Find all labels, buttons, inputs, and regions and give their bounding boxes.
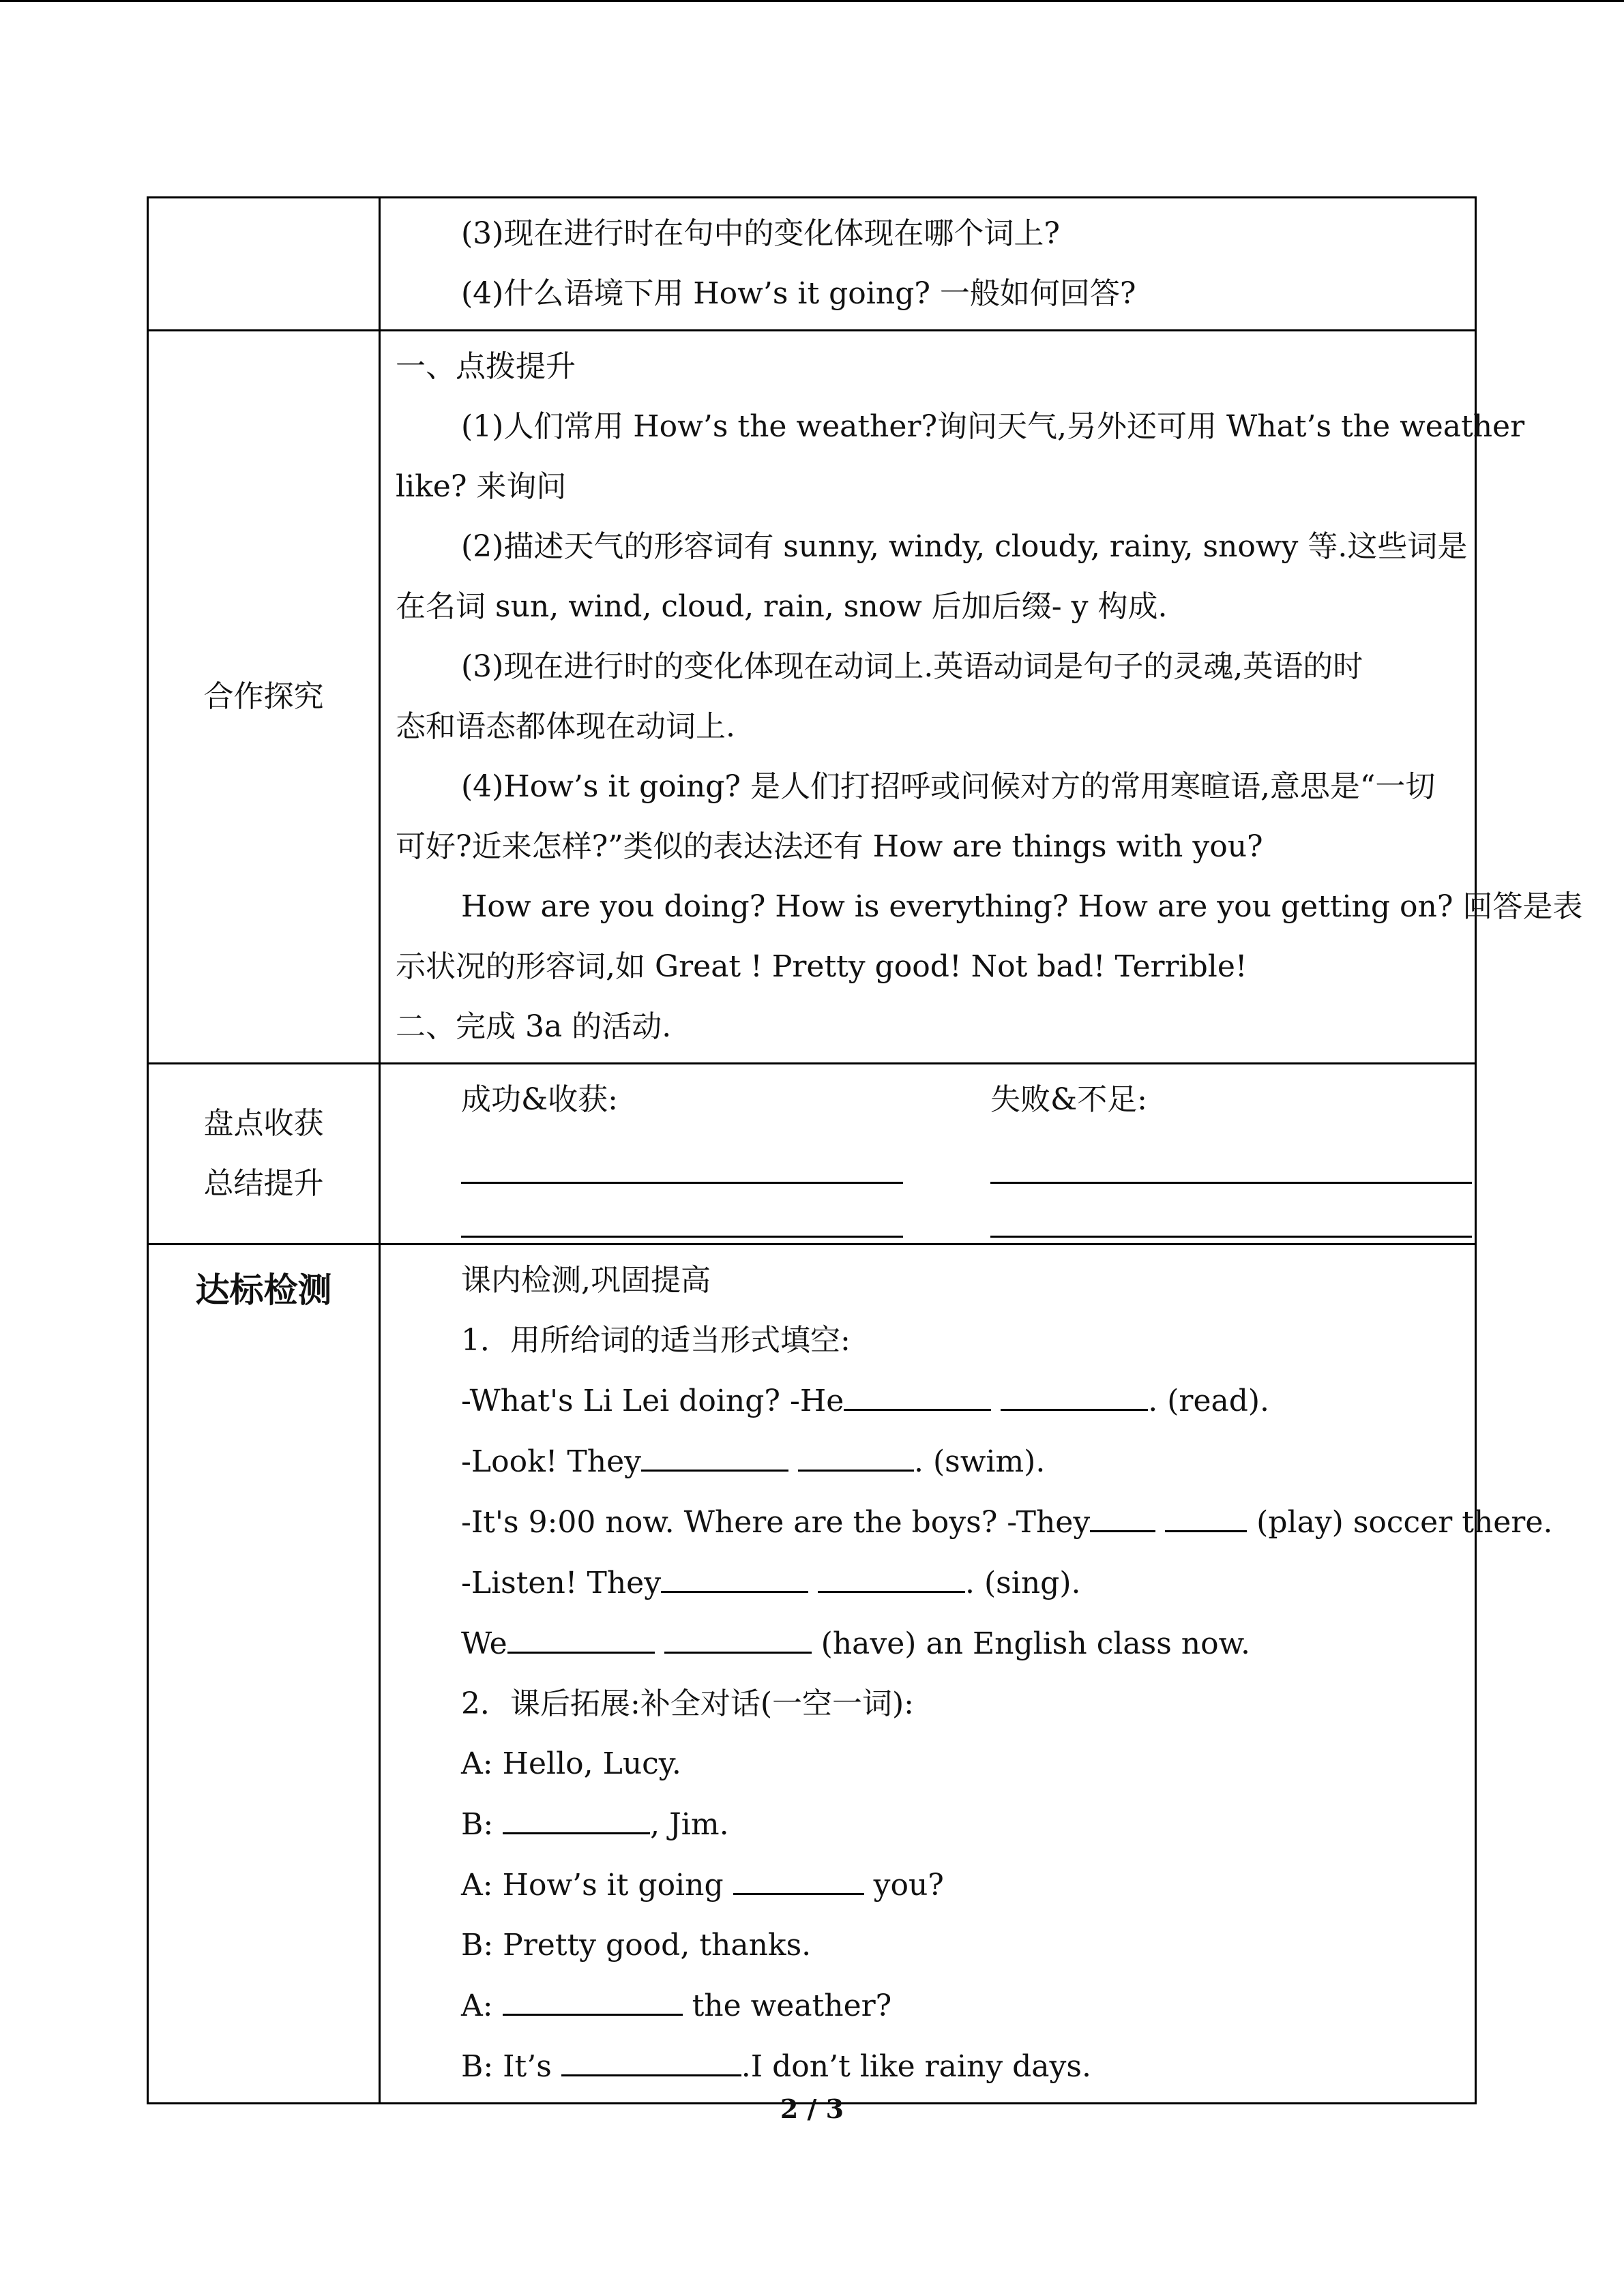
point-4-line-2: 可好?近来怎样?”类似的表达法还有 How are things with you? [396, 829, 1263, 864]
blank[interactable] [664, 1613, 812, 1654]
dialogue-text: A: How’s it going [461, 1868, 733, 1903]
dialogue-text: you? [863, 1868, 944, 1903]
dialogue-text: , Jim. [650, 1807, 729, 1842]
point-5-line-1: How are you doing? How is everything? How are you getting on? 回答是表 [461, 889, 1583, 924]
point-3-line-2: 态和语态都体现在动词上. [396, 709, 735, 744]
point-1-line-2: like? 来询问 [396, 469, 567, 504]
q1-title: 1．用所给词的适当形式填空: [461, 1323, 851, 1358]
dialogue-line-5 [396, 1976, 1461, 2036]
page-top-border [0, 0, 1624, 2]
test-intro: 课内检测,巩固提高 [461, 1263, 711, 1298]
row4-label: 达标检测 [148, 1244, 380, 2104]
question-4: (4)什么语境下用 How’s it going? 一般如何回答? [461, 276, 1136, 311]
point-3-line-1: (3)现在进行时的变化体现在动词上.英语动词是句子的灵魂,英语的时 [461, 649, 1363, 684]
row1-label [148, 198, 380, 331]
point-5-line-2: 示状况的形容词,如 Great ! Pretty good! Not bad! Terrible! [396, 949, 1247, 984]
row3-label-line-2: 总结提升 [203, 1166, 324, 1201]
q1-item-4 [396, 1553, 1461, 1613]
blank[interactable] [661, 1553, 808, 1593]
success-line-2[interactable] [461, 1184, 903, 1238]
row2-label: 合作探究 [148, 331, 380, 1064]
blank[interactable] [818, 1553, 965, 1593]
point-1-line-1: (1)人们常用 How’s the weather?询问天气,另外还可用 What’s the weather [461, 409, 1525, 444]
row4-content [380, 1244, 1553, 2104]
blank[interactable] [641, 1431, 788, 1472]
blank[interactable] [503, 1794, 650, 1834]
q1-item-3-hint: (play) soccer there. [1247, 1505, 1553, 1540]
section-heading-1: 一、点拨提升 [396, 349, 576, 384]
failure-label: 失败&不足: [990, 1082, 1147, 1117]
row-cooperation [148, 331, 1476, 1064]
summary-grid [396, 1070, 1461, 1238]
failure-line-2[interactable] [990, 1184, 1472, 1238]
blank[interactable] [798, 1431, 914, 1472]
q1-item-2-hint: . (swim). [913, 1444, 1046, 1479]
row-test [148, 1244, 1476, 2104]
blank[interactable] [1090, 1492, 1155, 1532]
dialogue-line-6 [396, 2036, 1461, 2097]
section-heading-2: 二、完成 3a 的活动. [396, 1009, 672, 1044]
q1-item-2 [396, 1431, 1461, 1492]
q1-item-5-hint: (have) an English class now. [811, 1626, 1251, 1661]
dialogue-speaker: B: [461, 1807, 503, 1842]
q2-title: 2．课后拓展:补全对话(一空一词): [461, 1686, 914, 1721]
dialogue-text: the weather? [682, 1988, 892, 2023]
blank[interactable] [844, 1371, 991, 1411]
q1-item-3 [396, 1492, 1553, 1553]
failure-line-1[interactable] [990, 1130, 1472, 1184]
failure-column [990, 1070, 1472, 1238]
dialogue-text: .I don’t like rainy days. [741, 2049, 1091, 2084]
success-label: 成功&收获: [461, 1082, 618, 1117]
success-line-1[interactable] [461, 1130, 903, 1184]
row-continuation [148, 198, 1476, 331]
dialogue-line-4: B: Pretty good, thanks. [461, 1928, 812, 1963]
row3-label-line-1: 盘点收获 [203, 1106, 324, 1141]
q1-item-1 [396, 1371, 1461, 1431]
q1-item-1-hint: . (read). [1148, 1384, 1270, 1418]
dialogue-speaker: A: [461, 1988, 503, 2023]
success-column [461, 1070, 990, 1238]
row1-content [380, 198, 1476, 331]
q1-item-4-text: -Listen! They [461, 1566, 662, 1600]
blank[interactable] [503, 1976, 683, 2016]
point-2-line-2: 在名词 sun, wind, cloud, rain, snow 后加后缀- y 构成. [396, 589, 1168, 624]
q1-item-1-text: -What's Li Lei doing? -He [461, 1384, 844, 1418]
blank[interactable] [507, 1613, 655, 1654]
row3-label [148, 1064, 380, 1244]
dialogue-line-3 [396, 1855, 1461, 1915]
blank[interactable] [1001, 1371, 1148, 1411]
row3-content [380, 1064, 1476, 1244]
q1-item-4-hint: . (sing). [965, 1566, 1081, 1600]
point-4-line-1: (4)How’s it going? 是人们打招呼或问候对方的常用寒暄语,意思是“一切 [461, 769, 1436, 804]
q1-item-2-text: -Look! They [461, 1444, 641, 1479]
dialogue-line-1: A: Hello, Lucy. [461, 1746, 681, 1781]
point-2-line-1: (2)描述天气的形容词有 sunny, windy, cloudy, rainy, snowy 等.这些词是 [461, 529, 1468, 564]
dialogue-line-2 [396, 1794, 1461, 1855]
dialogue-text: B: It’s [461, 2049, 561, 2084]
q1-item-5 [396, 1613, 1461, 1674]
blank[interactable] [561, 2036, 741, 2076]
blank[interactable] [1165, 1492, 1247, 1532]
q1-item-5-text: We [461, 1626, 507, 1661]
blank[interactable] [733, 1855, 864, 1895]
question-3: (3)现在进行时在句中的变化体现在哪个词上? [461, 216, 1060, 251]
page-number: 2 / 3 [780, 2093, 844, 2124]
row-summary [148, 1064, 1476, 1244]
q1-item-3-text: -It's 9:00 now. Where are the boys? -They [461, 1505, 1091, 1540]
row2-content [380, 331, 1583, 1064]
lesson-table [147, 196, 1583, 2104]
